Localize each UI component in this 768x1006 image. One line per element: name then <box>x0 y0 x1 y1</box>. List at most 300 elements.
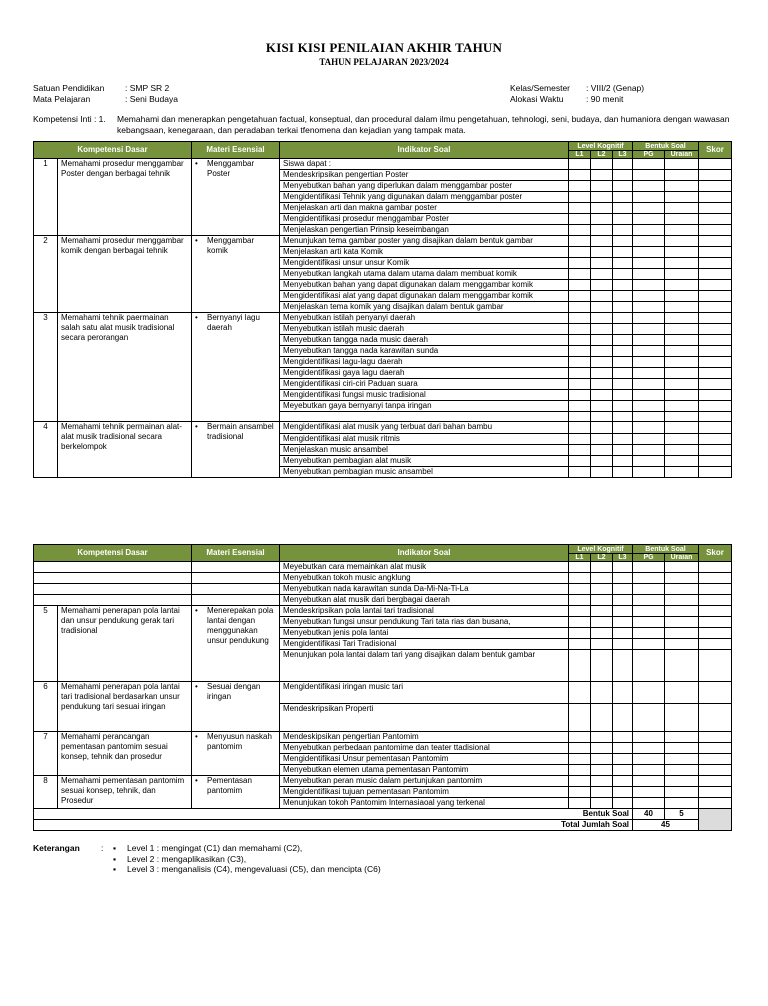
score-cell <box>633 269 665 280</box>
table-row <box>34 606 732 617</box>
indikator-soal: Mengidentifikasi Tehnik yang digunakan dalam menggambar poster <box>280 192 569 203</box>
score-cell <box>591 269 613 280</box>
score-cell <box>699 313 732 324</box>
score-cell <box>613 606 633 617</box>
score-cell <box>613 170 633 181</box>
indikator-soal: Menyebutkan tokoh music angklung <box>280 573 569 584</box>
score-cell <box>569 313 591 324</box>
materi-esensial-text: Menerepakan pola lantai dengan menggunakan unsur pendukung <box>207 606 274 645</box>
score-cell <box>591 628 613 639</box>
score-cell <box>665 357 699 368</box>
kompetensi-dasar <box>58 236 192 313</box>
score-cell <box>633 584 665 595</box>
kompetensi-dasar-text: Memahami tehnik paermainan salah satu alat musik tradisional secara perorangan <box>61 313 175 342</box>
score-cell <box>665 754 699 765</box>
indikator-soal: Menjelaskan arti dan makna gambar poster <box>280 203 569 214</box>
score-cell <box>633 639 665 650</box>
score-cell <box>569 225 591 236</box>
score-cell <box>633 434 665 445</box>
score-cell <box>699 324 732 335</box>
score-cell <box>613 258 633 269</box>
score-cell <box>633 754 665 765</box>
score-cell <box>633 776 665 787</box>
score-cell <box>613 617 633 628</box>
score-cell <box>591 170 613 181</box>
score-cell <box>699 754 732 765</box>
kelas-value: : VIII/2 (Genap) <box>586 83 645 93</box>
score-cell <box>569 247 591 258</box>
score-cell <box>591 324 613 335</box>
score-cell <box>633 401 665 412</box>
keterangan-list <box>113 843 513 875</box>
score-cell <box>591 732 613 743</box>
score-cell <box>633 324 665 335</box>
kd-number: 1 <box>34 159 58 236</box>
score-cell <box>613 324 633 335</box>
table-row <box>34 313 732 324</box>
score-cell <box>591 159 613 170</box>
score-cell <box>613 787 633 798</box>
score-cell <box>665 203 699 214</box>
skor-total-cell <box>699 809 732 831</box>
kompetensi-dasar-text: Memahami tehnik permainan alat-alat musik tradisional secara berkelompok <box>61 422 182 451</box>
score-cell <box>665 639 699 650</box>
score-cell <box>591 704 613 732</box>
header-pg: PG <box>633 554 665 562</box>
header-skor: Skor <box>699 545 732 562</box>
score-cell <box>569 401 591 412</box>
materi-esensial <box>192 584 280 595</box>
header-skor: Skor <box>699 142 732 159</box>
kompetensi-inti-label: Kompetensi Inti : 1. <box>33 114 106 124</box>
indikator-soal: Mengidentifikasi lagu-lagu daerah <box>280 357 569 368</box>
score-cell <box>613 302 633 313</box>
score-cell <box>569 324 591 335</box>
score-cell <box>665 192 699 203</box>
score-cell <box>569 368 591 379</box>
kd-number: 6 <box>34 682 58 732</box>
score-cell <box>591 291 613 302</box>
score-cell <box>569 573 591 584</box>
score-cell <box>699 159 732 170</box>
score-cell <box>613 456 633 467</box>
keterangan-item: ▪ Level 3 : menganalisis (C4), mengevaluasi (C5), dan mencipta (C6) <box>113 864 513 875</box>
indikator-soal: Menyebutkan peran music dalam pertunjukan pantomim <box>280 776 569 787</box>
score-cell <box>613 280 633 291</box>
satuan-label: Satuan Pendidikan <box>33 83 105 93</box>
score-cell <box>699 291 732 302</box>
score-cell <box>569 776 591 787</box>
score-cell <box>591 562 613 573</box>
score-cell <box>633 313 665 324</box>
score-cell <box>591 390 613 401</box>
score-cell <box>569 236 591 247</box>
score-cell <box>591 346 613 357</box>
score-cell <box>569 379 591 390</box>
score-cell <box>613 743 633 754</box>
score-cell <box>633 214 665 225</box>
kd-number: 4 <box>34 422 58 478</box>
score-cell <box>699 214 732 225</box>
indikator-soal: Mendeskipsikan pengertian Pantomim <box>280 732 569 743</box>
score-cell <box>613 445 633 456</box>
score-cell <box>569 390 591 401</box>
score-cell <box>665 269 699 280</box>
score-cell <box>699 434 732 445</box>
materi-esensial-text: Bermain ansambel tradisional <box>207 422 274 441</box>
score-cell <box>665 225 699 236</box>
score-cell <box>613 639 633 650</box>
score-cell <box>569 302 591 313</box>
score-cell <box>591 617 613 628</box>
score-cell <box>613 313 633 324</box>
score-cell <box>699 704 732 732</box>
score-cell <box>699 258 732 269</box>
score-cell <box>699 170 732 181</box>
score-cell <box>569 606 591 617</box>
score-cell <box>665 776 699 787</box>
score-cell <box>633 368 665 379</box>
indikator-soal: Mendeskripsikan pola lantai tari tradisional <box>280 606 569 617</box>
score-cell <box>569 798 591 809</box>
score-cell <box>613 401 633 412</box>
meta-left <box>33 83 178 105</box>
keterangan-item: ▪ Level 1 : mengingat (C1) dan memahami (C2), <box>113 843 513 854</box>
score-cell <box>613 573 633 584</box>
score-cell <box>633 682 665 704</box>
score-cell <box>633 798 665 809</box>
indikator-soal: Siswa dapat : <box>280 159 569 170</box>
score-cell <box>665 236 699 247</box>
score-cell <box>569 170 591 181</box>
indikator-soal: Menyebutkan tangga nada music daerah <box>280 335 569 346</box>
header-uraian: Uraian <box>665 554 699 562</box>
score-cell <box>569 214 591 225</box>
score-cell <box>699 573 732 584</box>
header-materi-esensial: Materi Esensial <box>192 545 280 562</box>
score-cell <box>699 280 732 291</box>
score-cell <box>591 682 613 704</box>
score-cell <box>633 765 665 776</box>
score-cell <box>613 225 633 236</box>
header-l1: L1 <box>569 151 591 159</box>
bullet-icon: • <box>195 236 198 245</box>
score-cell <box>569 682 591 704</box>
kelas-label: Kelas/Semester <box>510 83 570 93</box>
score-cell <box>633 573 665 584</box>
kompetensi-dasar-text: Memahami prosedur menggambar Poster dengan berbagai tehnik <box>61 159 184 178</box>
score-cell <box>591 313 613 324</box>
score-cell <box>569 422 591 434</box>
kisi-table-1 <box>33 141 732 478</box>
header-l2: L2 <box>591 554 613 562</box>
score-cell <box>591 214 613 225</box>
score-cell <box>665 704 699 732</box>
score-cell <box>699 650 732 682</box>
score-cell <box>591 650 613 682</box>
bentuk-soal-uraian-total: 5 <box>665 809 699 820</box>
score-cell <box>591 606 613 617</box>
indikator-soal: Menyebutkan langkah utama dalam utama dalam membuat komik <box>280 269 569 280</box>
indikator-soal: Menyebutkan nada karawitan sunda Da-Mi-Na-Ti-La <box>280 584 569 595</box>
indikator-soal: Menyebutkan bahan yang dapat digunakan dalam menggambar komik <box>280 280 569 291</box>
score-cell <box>633 704 665 732</box>
score-cell <box>591 595 613 606</box>
score-cell <box>569 765 591 776</box>
table-row <box>34 776 732 787</box>
score-cell <box>591 754 613 765</box>
materi-esensial-text: Menggambar Poster <box>207 159 255 178</box>
score-cell <box>569 754 591 765</box>
indikator-soal: Mengidentifikasi alat musik ritmis <box>280 434 569 445</box>
score-cell <box>613 776 633 787</box>
score-cell <box>699 412 732 422</box>
score-cell <box>699 798 732 809</box>
indikator-soal: Mengidentifikasi alat musik yang terbuat dari bahan bambu <box>280 422 569 434</box>
score-cell <box>613 467 633 478</box>
indikator-soal: Mengidentifikasi ciri-ciri Paduan suara <box>280 379 569 390</box>
kd-number: 8 <box>34 776 58 809</box>
score-cell <box>613 584 633 595</box>
score-cell <box>699 346 732 357</box>
table-row <box>34 573 732 584</box>
table-row <box>34 422 732 434</box>
score-cell <box>665 159 699 170</box>
score-cell <box>699 787 732 798</box>
score-cell <box>699 335 732 346</box>
indikator-soal: Menyebutkan pembagian music ansambel <box>280 467 569 478</box>
score-cell <box>699 743 732 754</box>
score-cell <box>569 181 591 192</box>
score-cell <box>633 280 665 291</box>
score-cell <box>665 765 699 776</box>
header-materi-esensial: Materi Esensial <box>192 142 280 159</box>
score-cell <box>633 159 665 170</box>
kompetensi-inti-text: Memahami dan menerapkan pengetahuan factual, konseptual, dan procedural dalam ilmu pengetahuan, tehnologi, seni, budaya, dan humaniora dengan wawasan kebangsaan, kenegaraan, dan peradaban terkai tfenomena dan kejadian yang tampak mata. <box>117 114 730 135</box>
score-cell <box>699 269 732 280</box>
score-cell <box>699 732 732 743</box>
score-cell <box>591 743 613 754</box>
score-cell <box>569 617 591 628</box>
score-cell <box>569 269 591 280</box>
score-cell <box>591 573 613 584</box>
score-cell <box>613 412 633 422</box>
indikator-soal: Menjelaskan pengertian Prinsip keseimbangan <box>280 225 569 236</box>
score-cell <box>591 258 613 269</box>
score-cell <box>699 357 732 368</box>
score-cell <box>591 302 613 313</box>
score-cell <box>591 445 613 456</box>
indikator-soal: Meyebutkan cara memainkan alat musik <box>280 562 569 573</box>
score-cell <box>699 595 732 606</box>
score-cell <box>665 401 699 412</box>
indikator-soal: Menunjukan tema gambar poster yang disajikan dalam bentuk gambar <box>280 236 569 247</box>
score-cell <box>699 302 732 313</box>
score-cell <box>591 192 613 203</box>
score-cell <box>569 335 591 346</box>
score-cell <box>665 302 699 313</box>
header-kompetensi-dasar: Kompetensi Dasar <box>34 545 192 562</box>
score-cell <box>665 324 699 335</box>
score-cell <box>665 617 699 628</box>
score-cell <box>633 170 665 181</box>
score-cell <box>613 346 633 357</box>
score-cell <box>633 617 665 628</box>
score-cell <box>699 628 732 639</box>
indikator-soal: Mengidentifikasi alat yang dapat digunakan dalam menggambar komik <box>280 291 569 302</box>
header-indikator-soal: Indikator Soal <box>280 142 569 159</box>
satuan-value: : SMP SR 2 <box>125 83 170 93</box>
score-cell <box>569 346 591 357</box>
score-cell <box>633 291 665 302</box>
materi-esensial <box>192 422 280 478</box>
score-cell <box>613 422 633 434</box>
kd-number: 7 <box>34 732 58 776</box>
materi-esensial <box>192 159 280 236</box>
kompetensi-dasar-text: Memahami prosedur menggambar komik dengan berbagai tehnik <box>61 236 184 255</box>
score-cell <box>613 192 633 203</box>
indikator-soal: Menunjukan pola lantai dalam tari yang disajikan dalam bentuk gambar <box>280 650 569 682</box>
score-cell <box>569 434 591 445</box>
score-cell <box>633 467 665 478</box>
keterangan-label: Keterangan <box>33 843 80 853</box>
table-row <box>34 562 732 573</box>
document-title: KISI KISI PENILAIAN AKHIR TAHUN <box>265 40 503 55</box>
total-jumlah-soal-label: Total Jumlah Soal <box>34 820 633 831</box>
indikator-soal: Mengidentifikasi unsur unsur Komik <box>280 258 569 269</box>
keterangan-colon: : <box>101 843 104 853</box>
header-uraian: Uraian <box>665 151 699 159</box>
kompetensi-dasar <box>58 313 192 422</box>
score-cell <box>569 159 591 170</box>
indikator-soal: Mendeskripsikan pengertian Poster <box>280 170 569 181</box>
indikator-soal: Menyebutkan alat musik dari bergbagai daerah <box>280 595 569 606</box>
score-cell <box>665 456 699 467</box>
score-cell <box>665 291 699 302</box>
header-bentuk-soal: Bentuk Soal <box>633 545 699 554</box>
score-cell <box>569 787 591 798</box>
score-cell <box>591 765 613 776</box>
score-cell <box>569 628 591 639</box>
score-cell <box>699 236 732 247</box>
materi-esensial <box>192 682 280 732</box>
score-cell <box>613 368 633 379</box>
score-cell <box>569 562 591 573</box>
table-row <box>34 236 732 247</box>
kompetensi-dasar-text: Memahami penerapan pola lantai dan unsur pendukung gerak tari tradisional <box>61 606 180 635</box>
score-cell <box>633 379 665 390</box>
indikator-soal: Menyebutkan elemen utama pementasan Pantomim <box>280 765 569 776</box>
score-cell <box>569 743 591 754</box>
bentuk-soal-pg-total: 40 <box>633 809 665 820</box>
score-cell <box>591 225 613 236</box>
score-cell <box>633 628 665 639</box>
score-cell <box>633 225 665 236</box>
score-cell <box>665 422 699 434</box>
alokasi-label: Alokasi Waktu <box>510 94 564 104</box>
materi-esensial <box>192 595 280 606</box>
score-cell <box>591 247 613 258</box>
score-cell <box>569 732 591 743</box>
score-cell <box>665 368 699 379</box>
score-cell <box>569 445 591 456</box>
kd-number: 5 <box>34 606 58 682</box>
score-cell <box>633 181 665 192</box>
score-cell <box>699 456 732 467</box>
score-cell <box>613 335 633 346</box>
score-cell <box>665 573 699 584</box>
score-cell <box>665 682 699 704</box>
score-cell <box>633 412 665 422</box>
total-jumlah-soal-value: 45 <box>633 820 699 831</box>
indikator-soal: Menyebutkan tangga nada karawitan sunda <box>280 346 569 357</box>
score-cell <box>569 467 591 478</box>
mapel-value: : Seni Budaya <box>125 94 178 104</box>
score-cell <box>591 639 613 650</box>
score-cell <box>633 422 665 434</box>
score-cell <box>633 302 665 313</box>
indikator-soal: Mengidentifikasi fungsi music tradisional <box>280 390 569 401</box>
header-indikator-soal: Indikator Soal <box>280 545 569 562</box>
score-cell <box>665 170 699 181</box>
materi-esensial-text: Bernyanyi lagu daerah <box>207 313 260 332</box>
indikator-soal: Mengidentifikasi tujuan pementasan Pantomim <box>280 787 569 798</box>
score-cell <box>665 650 699 682</box>
document-subtitle: TAHUN PELAJARAN 2023/2024 <box>319 57 449 67</box>
score-cell <box>699 181 732 192</box>
score-cell <box>633 357 665 368</box>
score-cell <box>633 456 665 467</box>
score-cell <box>633 258 665 269</box>
score-cell <box>591 434 613 445</box>
indikator-soal: Menyebutkan istilah music daerah <box>280 324 569 335</box>
header-level-kognitif: Level Kognitif <box>569 142 633 151</box>
score-cell <box>569 584 591 595</box>
kompetensi-dasar <box>34 562 192 573</box>
indikator-soal: Mengidentifikasi prosedur menggambar Poster <box>280 214 569 225</box>
header-bentuk-soal: Bentuk Soal <box>633 142 699 151</box>
score-cell <box>665 280 699 291</box>
indikator-soal: Mengidentifikasi Tari Tradisional <box>280 639 569 650</box>
score-cell <box>665 346 699 357</box>
score-cell <box>591 584 613 595</box>
header-l3: L3 <box>613 151 633 159</box>
score-cell <box>613 203 633 214</box>
bullet-icon: • <box>195 776 198 785</box>
score-cell <box>569 412 591 422</box>
alokasi-value: : 90 menit <box>586 94 624 104</box>
indikator-soal: Menjelaskan music ansambel <box>280 445 569 456</box>
bullet-icon: • <box>195 159 198 168</box>
kompetensi-dasar <box>34 584 192 595</box>
bullet-icon: • <box>195 732 198 741</box>
bullet-icon: • <box>195 422 198 431</box>
score-cell <box>699 639 732 650</box>
score-cell <box>569 203 591 214</box>
score-cell <box>665 606 699 617</box>
indikator-soal: Menyebutkan fungsi unsur pendukung Tari tata rias dan busana, <box>280 617 569 628</box>
score-cell <box>613 562 633 573</box>
score-cell <box>699 617 732 628</box>
score-cell <box>613 390 633 401</box>
materi-esensial <box>192 236 280 313</box>
score-cell <box>613 765 633 776</box>
score-cell <box>633 346 665 357</box>
indikator-soal: Menyebutkan perbedaan pantomime dan teater ttadisional <box>280 743 569 754</box>
score-cell <box>613 181 633 192</box>
score-cell <box>665 628 699 639</box>
score-cell <box>699 584 732 595</box>
